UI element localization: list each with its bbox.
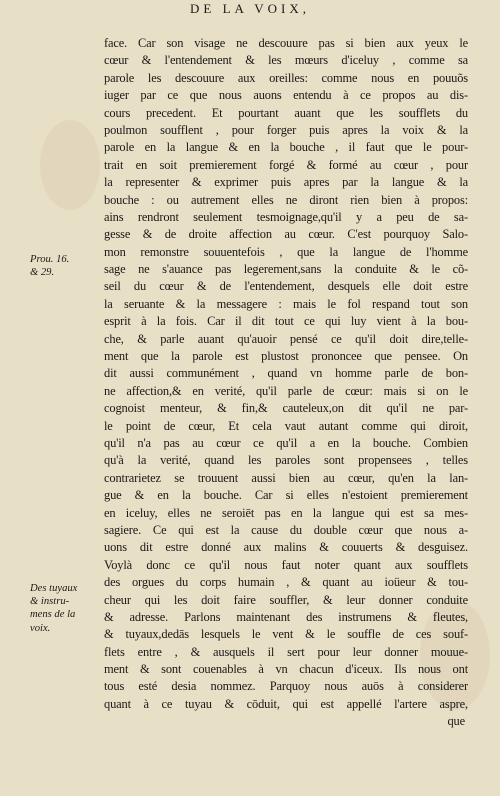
text-line: sagiere. Ce qui est la cause du double cœur que nous a-: [104, 522, 468, 537]
margin-note-instruments: [30, 582, 100, 635]
text-line: cheur qui les doit faire souffler, & leur donner conduite: [104, 592, 468, 607]
text-line: gesse & de droite affection au cœur. C'est pourquoy Salo-: [104, 227, 468, 242]
text-line: qu'il n'a pas au cœur ce qu'il a en la bouche. Combien: [104, 435, 468, 450]
text-line: quant à ce tuyau & cōduit, qui est appellé l'artere aspre,: [104, 696, 468, 711]
running-head: DE LA VOIX,: [190, 1, 310, 16]
margin-note-line: voix.: [30, 622, 51, 634]
text-line: parole en la langue & en la bouche , il faut que le pour-: [104, 140, 468, 155]
text-line: la seruante & la messagere : mais le fol respand tout son: [104, 296, 468, 311]
margin-note-line: Des tuyaux: [30, 583, 78, 594]
paper-stain: [40, 120, 100, 210]
text-line: ment & sont couenables à vn chacun d'iceux. Ils nous ont: [104, 662, 468, 677]
margin-note-proverbs: [30, 253, 100, 279]
text-line: le point de cœur, Et cela vaut autant comme qui diroit,: [104, 418, 468, 433]
text-line: cognoist menteur, & fin,& cauteleux,on dit qu'il ne par-: [104, 401, 468, 416]
text-line: esprit à la fois. Car il dit tout ce qui luy vient à la bou-: [104, 314, 468, 329]
text-line: ment que la parole est plustost prononcee que pensee. On: [104, 349, 468, 364]
margin-note-line: mens de la: [30, 609, 76, 621]
text-line: la representer & exprimer puis apres par la langue & la: [104, 175, 468, 190]
text-line: flets entre , & ausquels il sert pour leur donner mouue-: [104, 644, 468, 659]
text-line: uons dit estre donné aux malins & couuerts & desguisez.: [104, 540, 468, 555]
text-line: face. Car son visage ne descouure pas si bien aux yeux le: [104, 36, 468, 50]
text-line: mon remonstre souuentefois , que la langue de l'homme: [104, 244, 468, 259]
margin-note-line: Prou. 16.: [30, 254, 70, 265]
text-line: trait en soit premierement forgé & formé au cœur , pour: [104, 157, 468, 172]
text-line: des orgues du corps humain , & quant au ioüeur & tou-: [104, 575, 468, 590]
text-line: seil du cœur & de l'entendement, desquels elle doit estre: [104, 279, 468, 294]
text-line: cours precedent. Et pourtant auant que les soufflets du: [104, 105, 468, 120]
margin-note-line: & instru-: [30, 596, 70, 608]
text-line: Voylà donc ce qu'il nous faut noter quant aux soufflets: [104, 557, 468, 572]
text-line: poulmon soufflent , pour forger puis apres la voix & la: [104, 122, 468, 137]
text-line: tous esté desia nommez. Parquoy nous auōs à considerer: [104, 679, 468, 694]
text-line: & adresse. Parlons maintenant des instrumens & fleutes,: [104, 609, 468, 624]
body-text: [104, 35, 468, 731]
text-line: bouche : ou autrement elles ne diront rien bien à propos:: [104, 192, 468, 207]
text-line: ne affection,& en verité, qu'il parle de cœur: mais si on le: [104, 383, 468, 398]
text-line: qu'à la verité, quand les paroles sont propensees , telles: [104, 453, 468, 468]
text-line: ains rendront seulement tesmoignage,qu'il y a peu de sa-: [104, 209, 468, 224]
text-line: iuger par ce que nous auons entendu à ce propos au dis-: [104, 88, 468, 103]
text-line: dit aussi communément , quand vn homme parle de bon-: [104, 366, 468, 381]
text-line: che, & parle auant qu'auoir pensé ce qu'il doit dire,telle-: [104, 331, 468, 346]
text-line: contrarietez se trouuent aussi bien au cœur, qu'en la lan-: [104, 470, 468, 485]
text-line: & tuyaux,dedās lesquels le vent & le souffle de ces souf-: [104, 627, 468, 642]
text-line: cœur & l'entendement & les mœurs d'iceluy , comme sa: [104, 53, 468, 68]
margin-note-line: & 29.: [30, 267, 55, 279]
text-line: parole les descouure aux oreilles: comme nous en pouuõs: [104, 70, 468, 85]
text-line: sage ne s'auance pas legerement,sans la conduite & le cõ-: [104, 262, 468, 277]
text-line: gue & en la bouche. Car si elles n'estoient premierement: [104, 488, 468, 503]
text-line: en iceluy, elles ne seroiēt pas en la langue qui est sa mes-: [104, 505, 468, 520]
catchword: que: [447, 714, 465, 729]
